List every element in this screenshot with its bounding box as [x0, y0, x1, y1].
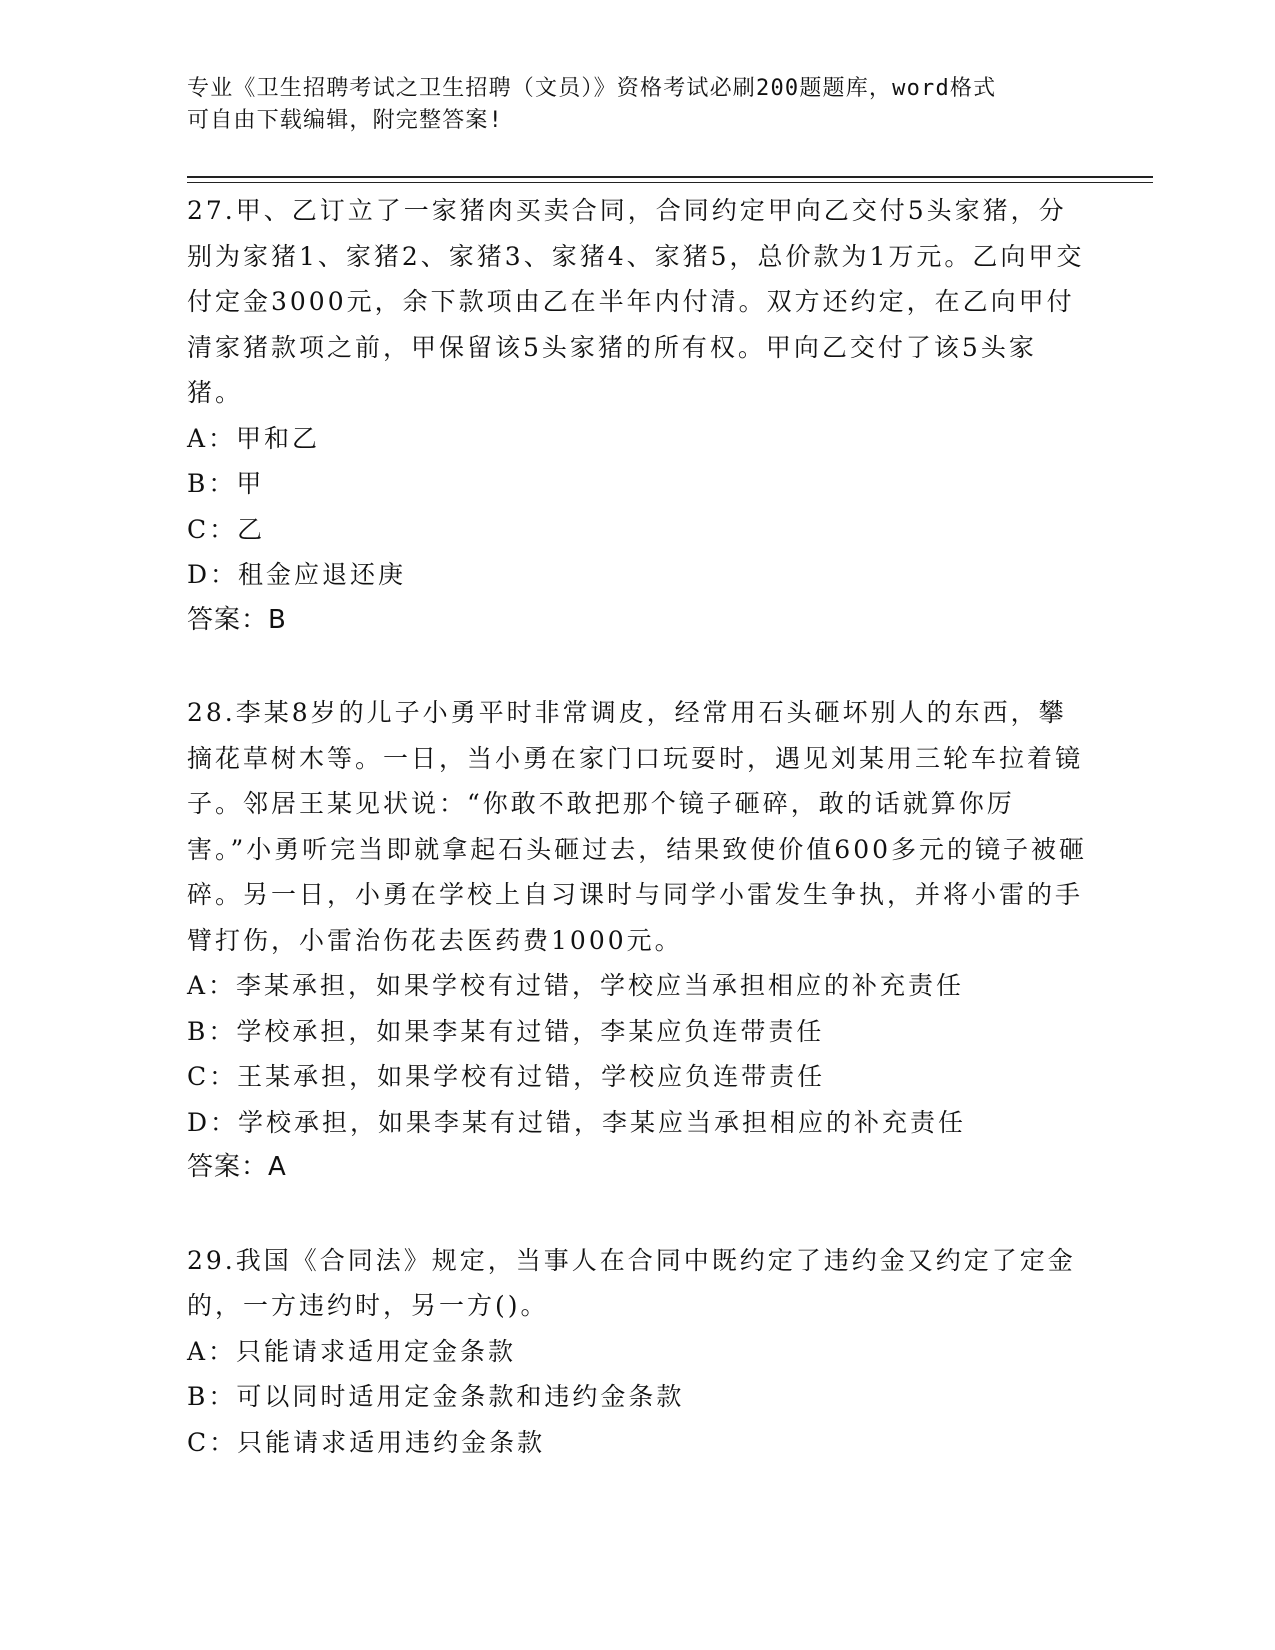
option-a: A：李某承担，如果学校有过错，学校应当承担相应的补充责任: [187, 971, 965, 1000]
question-stem: 28.李某8岁的儿子小勇平时非常调皮，经常用石头砸坏别人的东西，攀摘花草树木等。一日，当小勇在家门口玩耍时，遇见刘某用三轮车拉着镜子。邻居王某见状说：“你敢不敢把那个镜子砸碎，敢的话就算你厉害。”小勇听完当即就拿起石头砸过去，结果致使价值600多元的镜子被砸碎。另一日，小勇在学校上自习课时与同学小雷发生争执，并将小雷的手臂打伤，小雷治伤花去医药费1000元。: [187, 698, 1088, 955]
option-b: B：甲: [187, 469, 265, 498]
option-c: C：王某承担，如果学校有过错，学校应负连带责任: [187, 1062, 826, 1091]
question-stem: 27.甲、乙订立了一家猪肉买卖合同，合同约定甲向乙交付5头家猪，分别为家猪1、家猪2、家猪3、家猪4、家猪5，总价款为1万元。乙向甲交付定金3000元，余下款项由乙在半年内付清。双方还约定，在乙向甲付清家猪款项之前，甲保留该5头家猪的所有权。甲向乙交付了该5头家猪。: [187, 196, 1085, 407]
answer-line: 答案：B: [187, 604, 287, 635]
question-list: [187, 188, 1087, 1465]
option-d: D：学校承担，如果李某有过错，李某应当承担相应的补充责任: [187, 1107, 967, 1137]
header-divider: [187, 176, 1153, 183]
question-27: [187, 188, 1087, 643]
question-spacer: [187, 643, 1087, 690]
option-a: A：只能请求适用定金条款: [187, 1336, 517, 1366]
option-a: A：甲和乙: [187, 423, 321, 453]
answer-line: 答案：A: [187, 1152, 287, 1182]
question-29: [187, 1238, 1087, 1466]
document-header: [187, 73, 1087, 137]
option-c: C：乙: [187, 514, 266, 544]
option-b: B：学校承担，如果李某有过错，李某应负连带责任: [187, 1016, 825, 1046]
question-spacer: [187, 1191, 1087, 1238]
option-c: C：只能请求适用违约金条款: [187, 1427, 546, 1457]
option-d: D：租金应退还庚: [187, 560, 407, 589]
question-stem: 29.我国《合同法》规定，当事人在合同中既约定了违约金又约定了定金的，一方违约时，另一方()。: [187, 1245, 1076, 1320]
header-title-line-2: 可自由下载编辑，附完整答案!: [187, 108, 504, 133]
option-b: B：可以同时适用定金条款和违约金条款: [187, 1382, 685, 1411]
question-28: [187, 690, 1087, 1191]
header-title-line-1: 专业《卫生招聘考试之卫生招聘（文员）》资格考试必刷200题题库，word格式: [187, 76, 997, 101]
